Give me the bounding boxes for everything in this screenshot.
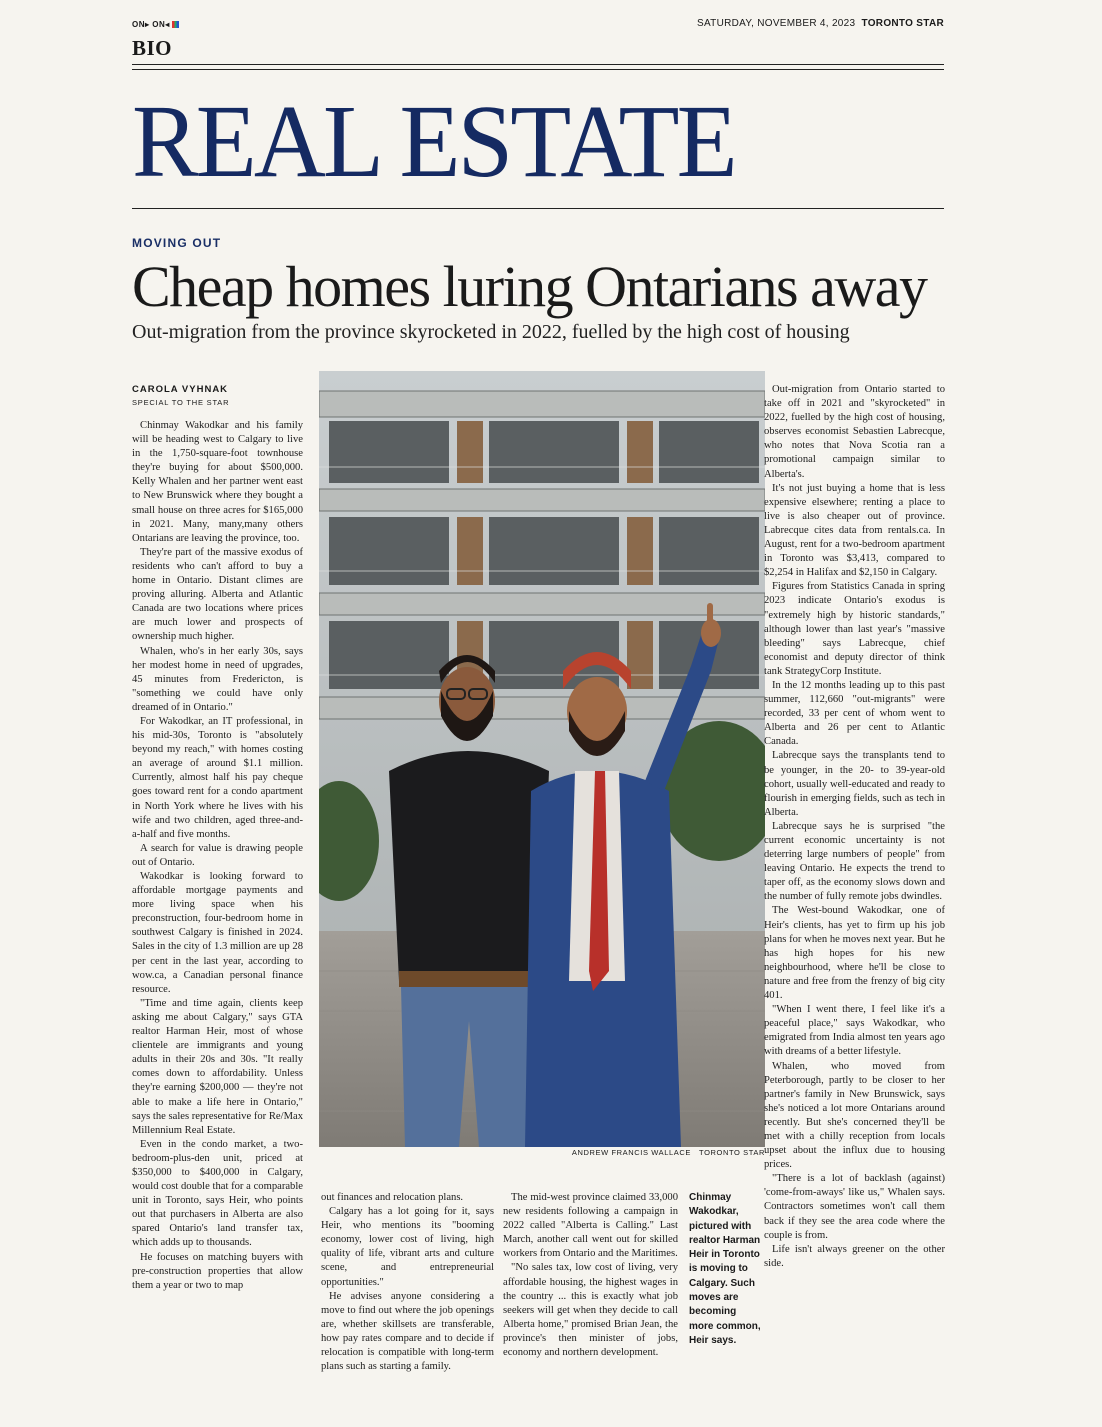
paragraph: A search for value is drawing people out of Ontario. [132, 842, 303, 868]
dateline [697, 18, 944, 29]
paragraph: It's not just buying a home that is less expensive elsewhere; renting a place to live is also cheaper out of province. Labrecque cites data from rentals.ca. In August, rent for a two-bedroom apartment in Toronto was $3,413, compared to $2,254 in Halifax and $2,150 in Calgary. [764, 482, 945, 579]
paragraph: Whalen, who's in her early 30s, says her modest home in need of upgrades, 45 minutes from Fredericton, is "something we could have only dreamed of in Ontario." [132, 645, 303, 713]
paragraph: Figures from Statistics Canada in spring 2023 indicate Ontario's exodus is "extremely high by historic standards," although lower than last year's "massive bleeding" says Labrecque, chief economist and deputy director of think tank StrategyCorp Institute. [764, 581, 945, 677]
section-masthead: REAL ESTATE [132, 84, 735, 199]
paragraph: Chinmay Wakodkar and his family will be heading west to Calgary to live in the 1,750-square-foot townhouse they're buying for about $500,000. Kelly Whalen and her partner went east to New Brunswick where they bought a small house on three acres for $165,000 in 2021. Many, many,many others Ontarians are leaving the province, too. [132, 420, 303, 544]
paragraph: Even in the condo market, a two-bedroom-plus-den unit, priced at $350,000 to $400,000 in Calgary, would cost double that for a comparable unit in Toronto, says Heir, who points out that purchasers in Alberta are also spared Ontario's land transfer tax, which adds up to thousands. [132, 1138, 303, 1249]
paragraph: Labrecque says the transplants tend to be younger, in the 20- to 39-year-old cohort, usually well-educated and ready to flourish in emerging fields, such as tech in Alberta. [764, 750, 945, 818]
byline-affiliation: SPECIAL TO THE STAR [132, 398, 230, 407]
publication-name: TORONTO STAR [861, 18, 944, 29]
newspaper-page [132, 14, 944, 1414]
paragraph: Wakodkar is looking forward to affordable mortgage payments and more living space when his preconstruction, four-bedroom home in southwest Calgary is finished in 2024. Sales in the city of 1.3 million are up 28 per cent in the last year, according to wow.ca, a Canadian personal finance resource. [132, 871, 303, 995]
article-column-4 [764, 383, 945, 1393]
header-rule-bottom [132, 69, 944, 70]
paragraph: In the 12 months leading up to this past summer, 112,660 "out-migrants" were recorded, 33 per cent of whom went to Alberta and 26 per cent to Atlantic Canada. [764, 679, 945, 748]
paragraph: Out-migration from Ontario started to take off in 2021 and "skyrocketed" in 2022, fuelled by the high cost of housing, observes economist Sebastien Labrecque, who notes that Nova Scotia ran a promotional campaign similar to Alberta's. [764, 384, 945, 480]
issue-date: SATURDAY, NOVEMBER 4, 2023 [696, 18, 856, 29]
photo-cutline: Chinmay Wakodkar, pictured with realtor Harman Heir in Toronto is moving to Calgary. Such moves are becoming more common, Heir says. [689, 1192, 761, 1346]
masthead-rule [132, 208, 944, 209]
paragraph: Labrecque says he is surprised "the current economic uncertainty is not deterring large numbers of people" from leaving Ontario. He expects the trend to taper off, as the economy slows down and the number of fully remote jobs dwindles. [764, 820, 945, 903]
paragraph: "When I went there, I feel like it's a peaceful place," says Wakodkar, who emigrated from India almost ten years ago with dreams of a better lifestyle. [764, 1004, 945, 1058]
section-tag: BIO [132, 36, 173, 60]
paragraph: "Time and time again, clients keep asking me about Calgary," says GTA realtor Harman Heir, most of whose clientele are immigrants and young adults in their 20s and 30s. "It really comes down to affordability. Unless they're earning $200,000 — they're not able to make a life here in Ontario," says the sales representative for Re/Max Millennium Real Estate. [132, 997, 303, 1136]
article-kicker: MOVING OUT [132, 236, 222, 250]
paragraph: For Wakodkar, an IT professional, in his mid-30s, Toronto is "absolutely beyond my reach," with homes costing an average of around $1.1 million. Currently, almost half his pay cheque goes toward rent for a condo apartment in North York where he lives with his wife and two children, aged three-and-a-half and five months. [132, 715, 303, 840]
article-deck: Out-migration from the province skyrocketed in 2022, fuelled by the high cost of housing [132, 321, 850, 343]
byline: CAROLA VYHNAK [132, 384, 229, 395]
paragraph: The West-bound Wakodkar, one of Heir's clients, has yet to firm up his job plans for when he moves next year. But he has high hopes for his new neighbourhood, where he'll be close to nature and free from the frenzy of big city 401. [764, 905, 945, 1002]
on-logo: ON▸ ON◂ [132, 20, 179, 29]
paragraph: Calgary has a lot going for it, says Heir, who mentions its "booming economy, lower cost of living, high quality of life, vibrant arts and culture scene, and entrepreneurial opportunities." [321, 1206, 494, 1288]
paragraph: Life isn't always greener on the other side. [764, 1243, 945, 1269]
photo-credit-org: TORONTO STAR [699, 1148, 765, 1157]
article-headline: Cheap homes luring Ontarians away [132, 254, 927, 319]
photo-credit [319, 1148, 765, 1157]
paragraph: He advises anyone considering a move to find out where the job openings are, whether skillsets are transferable, how pay rates compare and to decide if relocation is compatible with long-term plans such as starting a family. [321, 1290, 494, 1373]
top-bar [132, 18, 944, 32]
paragraph: The mid-west province claimed 33,000 new residents following a campaign in 2022 called "Alberta is Calling." Last March, another call went out for skilled workers from Ontario and the Maritimes. [503, 1192, 678, 1260]
paragraph: He focuses on matching buyers with pre-construction properties that allow them a year or two to map [132, 1251, 303, 1291]
photographer-name: ANDREW FRANCIS WALLACE [571, 1148, 692, 1157]
paragraph: out finances and relocation plans. [321, 1192, 464, 1203]
paragraph: "No sales tax, low cost of living, very affordable housing, the highest wages in the country ... this is exactly what job seekers will get when they decide to call Alberta home," promised Brian Jean, the province's then minister of jobs, economy and northern development. [503, 1262, 678, 1359]
article-column-2 [321, 1191, 494, 1415]
article-column-3 [503, 1191, 678, 1415]
paragraph: "There is a lot of backlash (against) 'come-from-aways' like us," Whalen says. Contractors sometimes won't call them back if they see the area code where the couple is from. [764, 1173, 945, 1241]
paragraph: They're part of the massive exodus of residents who can't afford to buy a home in Ontario. Distant climes are proving alluring. Alberta and Atlantic Canada are two locations where prices are much lower and prospects of ownership much higher. [132, 546, 303, 643]
article-photo [319, 371, 765, 1147]
photo-illustration [319, 371, 765, 1147]
header-rule-top [132, 64, 944, 65]
color-square-icon [172, 21, 179, 28]
paragraph: Whalen, who moved from Peterborough, partly to be closer to her partner's family in New Brunswick, says she's noticed a lot more Ontarians around recently. But she's concerned they'll be met with a chilly reception from locals upset about the influx due to housing prices. [764, 1060, 945, 1171]
article-column-1 [132, 419, 303, 1329]
